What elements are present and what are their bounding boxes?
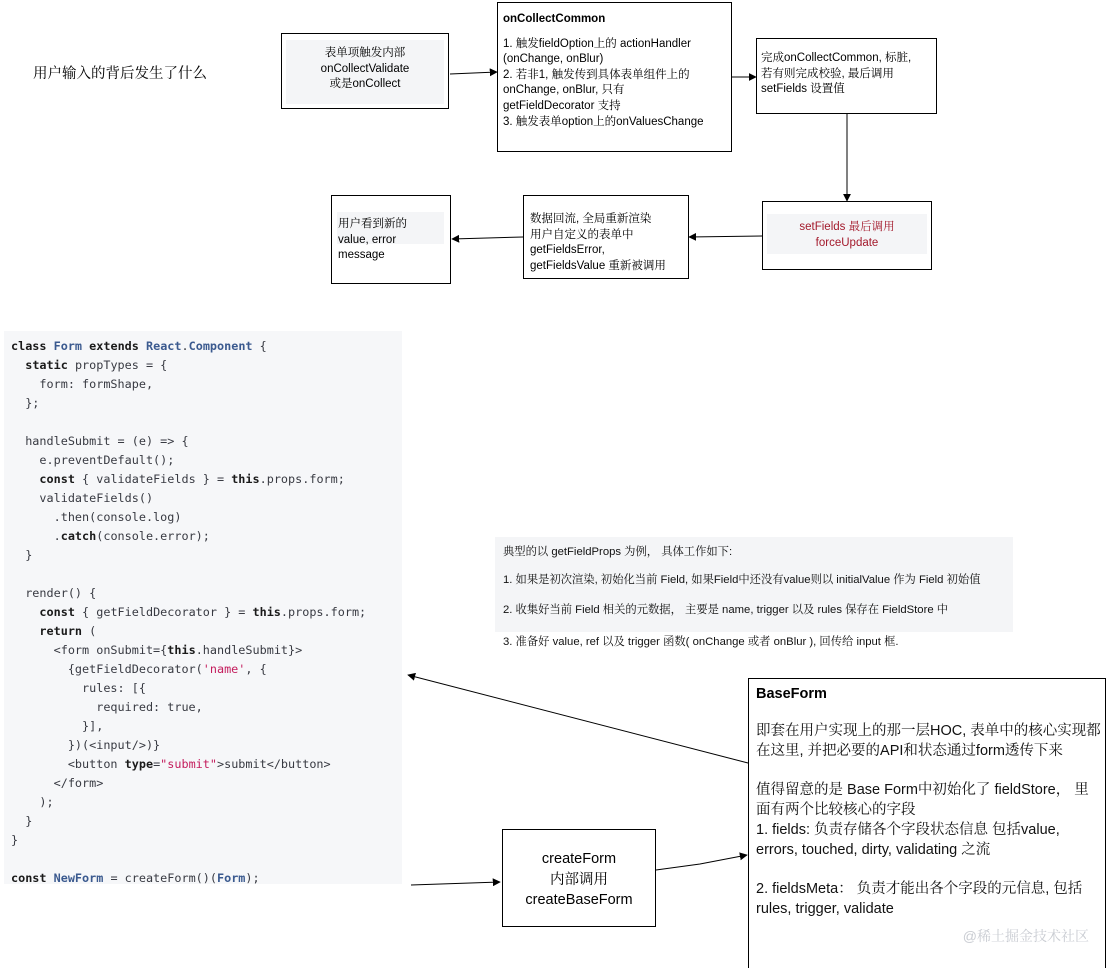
set-fields-box xyxy=(762,201,932,270)
base-form-box xyxy=(748,678,1106,968)
trigger-box-text: 表单项触发内部 onCollectValidate 或是onCollect xyxy=(320,47,410,91)
note-item: 1. 如果是初次渲染, 初始化当前 Field, 如果Field中还没有value则以 initialValue 作为 Field 初始值 xyxy=(503,574,981,586)
rerender-box xyxy=(523,195,689,279)
code-text: class Form extends React.Component { static propTypes = { form: formShape, }; handleSubmit = (e) => { e.preventDefault(); const { validateFields } = this.props.form; validateFields() .then(console.log) .catch(console.error); } render() { const { getFieldDecorator } = this.props.form; return ( <form onSubmit={this.handleSubmit}> {getFieldDecorator('name', { rules: [{ required: true, }], })(<input/>)} <button type="submit">submit</button> </form> ); } } const NewForm = createForm()(Form); xyxy=(11,339,367,885)
rerender-box-text: 数据回流, 全局重新渲染 用户自定义的表单中 getFieldsError, getFieldsValue 重新被调用 xyxy=(530,213,666,272)
arrow-baseform-to-code xyxy=(408,675,748,763)
arrow-code-to-createform xyxy=(411,882,500,885)
user-sees-box-text: 用户看到新的 value, error message xyxy=(338,218,407,262)
create-form-box-text: createForm 内部调用 createBaseForm xyxy=(525,851,633,908)
code-snippet xyxy=(4,331,402,884)
base-form-body: 即套在用户实现上的那一层HOC, 表单中的核心实现都在这里, 并把必要的API和状态通过form透传下来 值得留意的是 Base Form中初始化了 fieldStore， 里面有两个比较核心的字段 1. fields: 负责存储各个字段状态信息 包括value, errors, touched, dirty, validating 之流 2. fieldsMeta： 负责才能出各个字段的元信息, 包括 rules, trigger, validate xyxy=(756,723,1101,918)
create-form-box xyxy=(502,829,656,927)
complete-box xyxy=(756,38,937,114)
trigger-box xyxy=(281,33,449,109)
diagram-heading: 用户输入的背后发生了什么 xyxy=(33,66,207,82)
arrow-rerender-to-user xyxy=(452,237,523,239)
on-collect-common-title: onCollectCommon xyxy=(503,13,606,25)
user-sees-box xyxy=(331,195,451,284)
field-props-note xyxy=(495,537,1013,648)
note-item: 3. 准备好 value, ref 以及 trigger 函数( onChange 或者 onBlur ), 回传给 input 框. xyxy=(503,636,899,648)
set-fields-box-text: setFields 最后调用 forceUpdate xyxy=(799,221,895,249)
watermark: @稀土掘金技术社区 xyxy=(962,928,1089,944)
arrow-trigger-to-common xyxy=(450,72,497,74)
base-form-title: BaseForm xyxy=(756,686,827,702)
complete-box-text: 完成onCollectCommon, 标脏, 若有则完成校验, 最后调用 setFields 设置值 xyxy=(761,52,912,96)
arrow-setfields-to-rerender xyxy=(689,236,762,237)
note-item: 2. 收集好当前 Field 相关的元数据， 主要是 name, trigger 以及 rules 保存在 FieldStore 中 xyxy=(503,604,949,616)
on-collect-common-box xyxy=(497,2,732,152)
arrow-createform-to-baseform xyxy=(656,855,747,870)
note-title: 典型的以 getFieldProps 为例， 具体工作如下: xyxy=(503,546,733,558)
on-collect-common-body: 1. 触发fieldOption上的 actionHandler (onChange, onBlur) 2. 若非1, 触发传到具体表单组件上的 onChange, onBlur, 只有 getFieldDecorator 支持 3. 触发表单option上的onValuesChange xyxy=(503,37,704,128)
